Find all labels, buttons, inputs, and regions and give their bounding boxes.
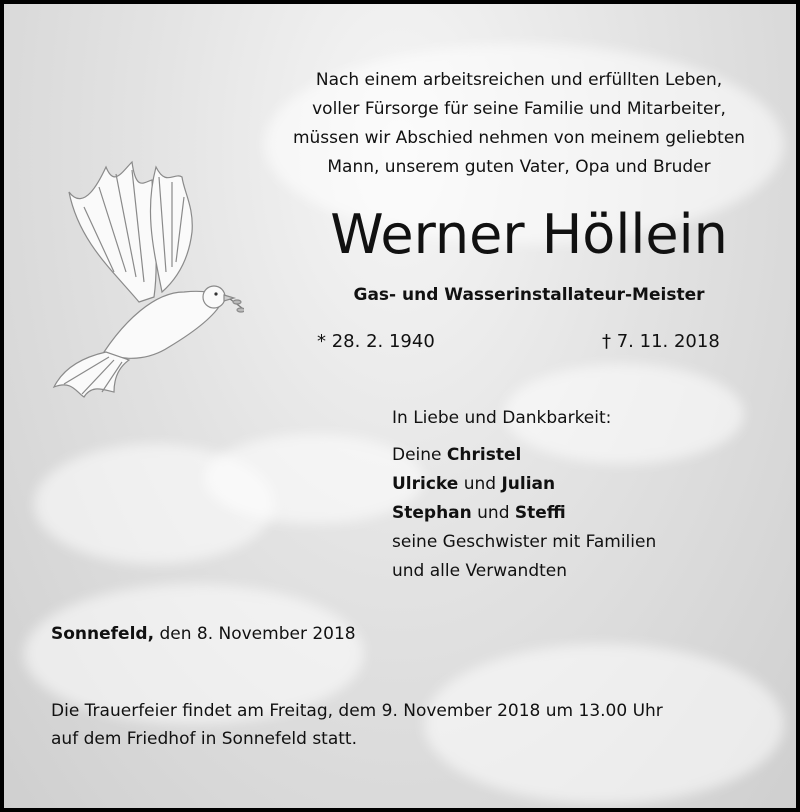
funeral-notice <box>51 697 663 753</box>
intro-line: voller Fürsorge für seine Familie und Mitarbeiter, <box>312 99 726 119</box>
funeral-line: auf dem Friedhof in Sonnefeld statt. <box>51 729 357 749</box>
mourner-name: Julian <box>501 474 556 494</box>
mourner-line <box>392 441 656 470</box>
deceased-name: Werner Höllein <box>330 203 728 266</box>
place-date <box>51 624 356 644</box>
mourner-name: Christel <box>446 445 522 465</box>
intro-line: Nach einem arbeitsreichen und erfüllten Leben, <box>315 70 723 90</box>
mourner-line <box>392 470 656 499</box>
cloud-decoration <box>204 434 424 524</box>
mourner-prefix: Deine <box>392 445 442 465</box>
mourners-block <box>392 404 656 586</box>
mourner-line: und alle Verwandten <box>392 561 568 581</box>
death-date: † 7. 11. 2018 <box>602 331 720 352</box>
birth-date: * 28. 2. 1940 <box>317 331 435 352</box>
funeral-line: Die Trauerfeier findet am Freitag, dem 9. November 2018 um 13.00 Uhr <box>51 701 663 721</box>
place-town: Sonnefeld, <box>51 624 155 644</box>
mourner-name: Ulricke <box>392 474 459 494</box>
intro-line: müssen wir Abschied nehmen von meinem geliebten <box>292 128 746 148</box>
profession: Gas- und Wasserinstallateur-Meister <box>353 285 705 305</box>
mourner-name: Stephan <box>392 503 472 523</box>
dove-icon <box>44 152 244 412</box>
place-date-text: den 8. November 2018 <box>159 624 356 644</box>
mourner-name: Steffi <box>514 503 566 523</box>
mourner-line: seine Geschwister mit Familien <box>392 532 657 552</box>
intro-text <box>274 66 764 182</box>
mourner-conjunction: und <box>463 474 497 494</box>
intro-line: Mann, unserem guten Vater, Opa und Bruder <box>327 157 711 177</box>
mourner-conjunction: und <box>477 503 510 523</box>
mourner-line <box>392 499 656 528</box>
mourners-heading: In Liebe und Dankbarkeit: <box>392 408 612 428</box>
